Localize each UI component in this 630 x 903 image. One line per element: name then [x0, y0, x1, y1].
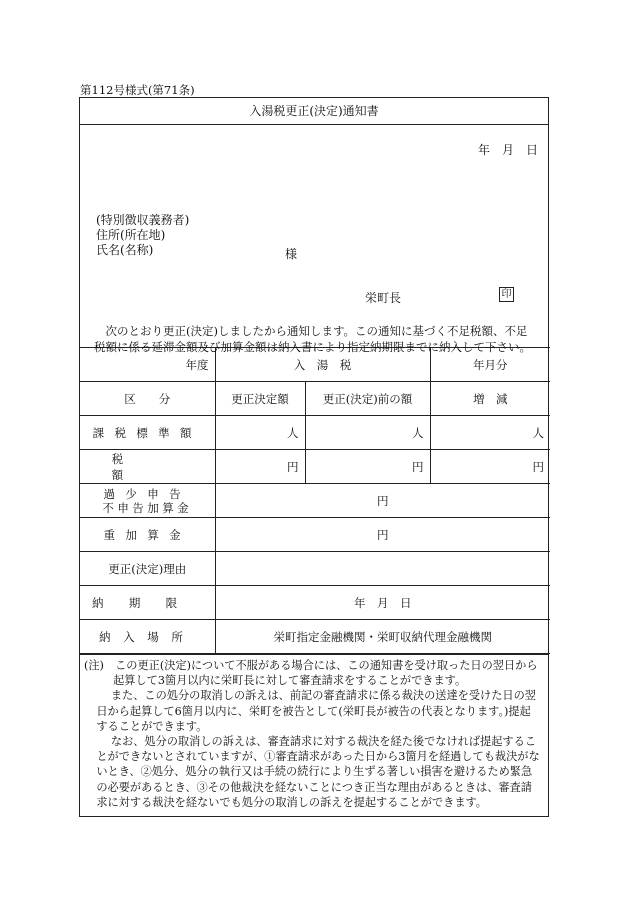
notes-section — [80, 654, 548, 810]
unit-yen: 円 — [305, 450, 430, 484]
honorific: 様 — [285, 247, 298, 261]
tax-table — [80, 347, 550, 654]
row-heavy-label: 重加算金 — [80, 518, 215, 552]
table-row — [80, 450, 550, 484]
unit-person: 人 — [215, 416, 305, 450]
place-value: 栄町指定金融機関・栄町収納代理金融機関 — [215, 620, 550, 654]
col-before: 更正(決定)前の額 — [305, 382, 430, 416]
row-reason-label: 更正(決定)理由 — [80, 552, 215, 586]
row-base-label: 課税標準額 — [80, 416, 215, 450]
period-label: 年月分 — [430, 348, 550, 382]
deadline-value: 年 月 日 — [215, 586, 550, 620]
issue-date: 年 月 日 — [477, 143, 538, 157]
intro-text: 次のとおり更正(決定)しましたから通知します。この通知に基づく不足税額、不足税額に係る延滞金額及び加算金額は納入書により指定納期限までに納入して下さい。 — [94, 324, 531, 354]
unit-person: 人 — [430, 416, 550, 450]
table-row — [80, 416, 550, 450]
row-penalty-line1: 過少申告 — [103, 486, 191, 501]
addressee-block — [96, 213, 189, 258]
seal-stamp: 印 — [499, 287, 514, 302]
row-penalty-label — [80, 484, 215, 518]
note-paragraph-2: また、この処分の取消しの訴えは、前記の審査請求に係る裁決の送達を受けた日の翌日から起算して6箇月以内に、栄町を被告として(栄町長が被告の代表となります。)提起することができます。 — [96, 689, 536, 733]
unit-person: 人 — [305, 416, 430, 450]
table-row — [80, 620, 550, 654]
addressee-address-label: 住所(所在地) — [96, 228, 166, 242]
note-paragraph-3: なお、処分の取消しの訴えは、審査請求に対する裁決を経た後でなければ提起することができないとされていますが、①審査請求があった日から3箇月を経過しても裁決がないとき、②処分、処分の執行又は手続の続行により生ずる著しい損害を避けるため緊急の必要があるとき、③その他裁決を経ないことにつき正当な理由があるときは、審査請求に対する裁決を経ないでも処分の取消しの訴えを提起することができます。 — [96, 735, 540, 809]
notice-header — [80, 125, 548, 354]
issuer-name: 栄町長 — [365, 291, 402, 305]
table-row — [80, 484, 550, 518]
row-place-label: 納入場所 — [80, 620, 215, 654]
notice-form — [79, 97, 549, 817]
col-change: 増 減 — [430, 382, 550, 416]
reason-value — [215, 552, 550, 586]
row-penalty-line2: 不申告加算金 — [102, 500, 193, 515]
addressee-role: (特別徴収義務者) — [96, 213, 190, 227]
note-paragraph-1: (注) この更正(決定)について不服がある場合には、この通知書を受け取った日の翌日から起算して3箇月以内に栄町長に対して審査請求をすることができます。 — [84, 659, 538, 688]
table-row — [80, 518, 550, 552]
form-title: 入湯税更正(決定)通知書 — [80, 98, 548, 125]
unit-yen: 円 — [430, 450, 550, 484]
penalty-value: 円 — [215, 484, 550, 518]
table-row — [80, 586, 550, 620]
heavy-value: 円 — [215, 518, 550, 552]
unit-yen: 円 — [215, 450, 305, 484]
form-number: 第112号様式(第71条) — [80, 83, 195, 97]
addressee-name-label: 氏名(名称) — [96, 243, 154, 257]
year-label: 年度 — [80, 348, 215, 382]
table-row — [80, 382, 550, 416]
table-row — [80, 552, 550, 586]
row-tax-label: 税額 — [80, 450, 215, 484]
col-corrected: 更正決定額 — [215, 382, 305, 416]
tax-name: 入 湯 税 — [215, 348, 430, 382]
col-category: 区 分 — [80, 382, 215, 416]
row-deadline-label: 納期限 — [80, 586, 215, 620]
